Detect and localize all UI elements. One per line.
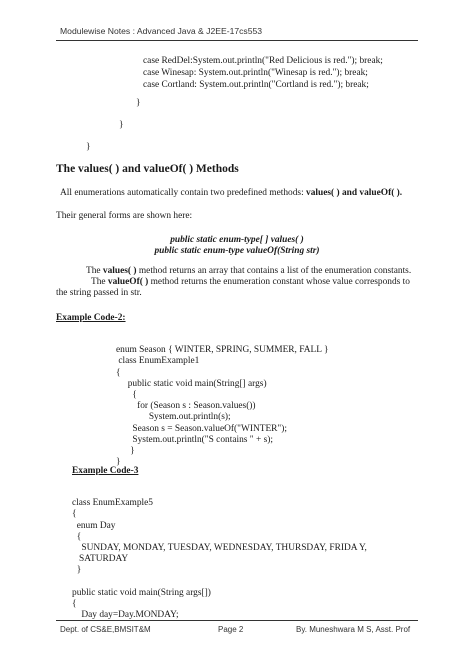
code-line: case RedDel:System.out.println("Red Delicious is red."); break;	[143, 56, 383, 66]
example3-title: Example Code-3	[72, 466, 139, 476]
code-brace: }	[119, 120, 124, 130]
code-line: {	[72, 531, 82, 542]
signature-values: public static enum-type[ ] values( )	[170, 235, 304, 245]
code-line: }	[116, 457, 121, 468]
code-line: {	[116, 367, 121, 378]
code-brace: }	[86, 142, 91, 152]
code-line: class EnumExample5	[72, 498, 153, 509]
code-line: {	[72, 509, 77, 520]
signature-valueof: public static enum-type valueOf(String str)	[154, 246, 320, 256]
valueof-description: The valueOf( ) method returns the enumeration constant whose value corresponds to	[91, 277, 410, 287]
code-line: case Winesap: System.out.println("Winesap is red."); break;	[143, 68, 368, 78]
code-line: {	[72, 599, 77, 610]
valueof-description-cont: the string passed in str.	[56, 288, 142, 298]
footer-rule	[56, 620, 418, 621]
code-line: System.out.println("S contains " + s);	[116, 434, 273, 445]
page-header: Modulewise Notes : Advanced Java & J2EE-17cs553	[60, 26, 263, 36]
footer-author: By. Muneshwara M S, Asst. Prof	[296, 625, 411, 634]
code-line: Day day=Day.MONDAY;	[72, 610, 179, 621]
code-line: for (Season s : Season.values())	[116, 401, 256, 412]
code-line: System.out.println(s);	[116, 412, 231, 423]
code-line: public static void main(String[] args)	[116, 378, 267, 389]
intro-paragraph: All enumerations automatically contain two predefined methods: values( ) and valueOf( ).	[60, 188, 403, 198]
footer-page-number: Page 2	[218, 625, 244, 634]
example2-code	[116, 334, 328, 468]
example2-title: Example Code-2:	[56, 313, 126, 323]
header-rule	[56, 40, 418, 41]
code-line: }	[116, 446, 135, 457]
code-line: Season s = Season.valueOf("WINTER");	[116, 423, 287, 434]
values-description: The values( ) method returns an array that contains a list of the enumeration constants.	[86, 266, 412, 276]
code-line: case Cortland: System.out.println("Cortland is red."); break;	[143, 80, 369, 90]
code-line: public static void main(String args[])	[72, 587, 211, 598]
code-line: class EnumExample1	[116, 356, 200, 367]
code-line: SATURDAY	[72, 554, 129, 565]
example3-code	[72, 487, 367, 621]
code-line: }	[72, 565, 82, 576]
code-brace: }	[136, 98, 141, 108]
code-line: enum Day	[72, 520, 116, 531]
forms-text: Their general forms are shown here:	[56, 211, 193, 221]
section-heading: The values( ) and valueOf( ) Methods	[56, 163, 239, 175]
footer-dept: Dept. of CS&E,BMSIT&M	[60, 625, 151, 634]
code-line: {	[116, 390, 137, 401]
code-line: SUNDAY, MONDAY, TUESDAY, WEDNESDAY, THURSDAY, FRIDA Y,	[72, 543, 367, 554]
code-line: enum Season { WINTER, SPRING, SUMMER, FALL }	[116, 345, 329, 356]
